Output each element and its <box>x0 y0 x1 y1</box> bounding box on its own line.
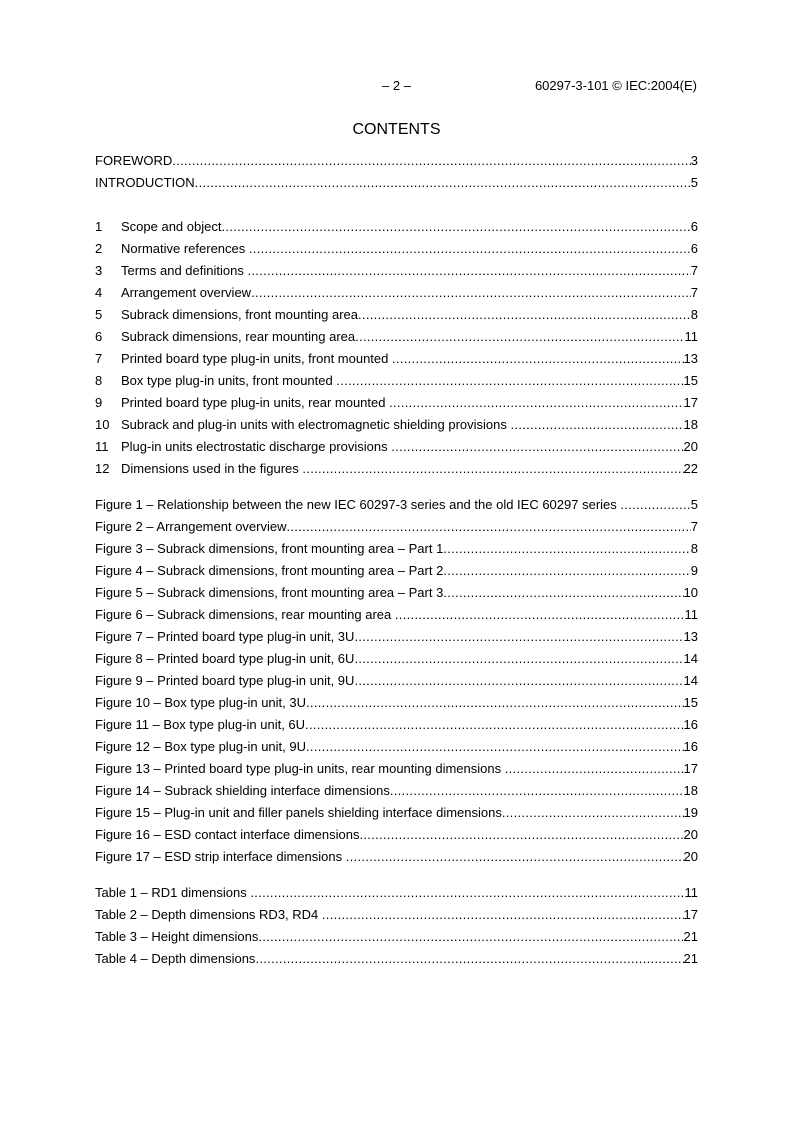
dot-leader <box>355 326 684 348</box>
entry-page-number: 3 <box>690 153 698 168</box>
entry-page-number: 13 <box>683 629 698 644</box>
entry-page-number: 7 <box>690 519 698 534</box>
dot-leader <box>258 926 683 948</box>
entry-title: Plug-in units electrostatic discharge provisions <box>121 439 392 454</box>
entry-page-number: 9 <box>690 563 698 578</box>
dot-leader <box>247 260 690 282</box>
toc-entry[interactable] <box>95 560 698 582</box>
toc-entry[interactable] <box>95 582 698 604</box>
document-reference: 60297-3-101 © IEC:2004(E) <box>534 78 697 93</box>
dot-leader <box>395 604 685 626</box>
entry-page-number: 5 <box>690 175 698 190</box>
dot-leader <box>502 802 684 824</box>
page-number: – 2 – <box>382 78 411 93</box>
entry-title: Figure 2 – Arrangement overview <box>95 519 287 534</box>
toc-entry[interactable] <box>95 802 698 824</box>
entry-page-number: 15 <box>683 373 698 388</box>
dot-leader <box>443 582 683 604</box>
toc-entry[interactable] <box>95 538 698 560</box>
dot-leader <box>305 714 683 736</box>
entry-page-number: 21 <box>683 929 698 944</box>
toc-entry[interactable] <box>95 326 698 348</box>
toc-entry[interactable] <box>95 846 698 868</box>
dot-leader <box>392 348 684 370</box>
entry-number: 6 <box>95 329 103 344</box>
toc-figures <box>95 494 698 868</box>
entry-number: 7 <box>95 351 103 366</box>
toc-entry[interactable] <box>95 714 698 736</box>
entry-page-number: 20 <box>683 827 698 842</box>
dot-leader <box>354 670 683 692</box>
entry-title: Subrack dimensions, front mounting area <box>121 307 359 322</box>
dot-leader <box>443 538 690 560</box>
entry-number: 9 <box>95 395 103 410</box>
entry-title: Arrangement overview <box>121 285 252 300</box>
entry-title: Figure 11 – Box type plug-in unit, 6U <box>95 717 306 732</box>
entry-title: Subrack dimensions, rear mounting area <box>121 329 356 344</box>
entry-number: 12 <box>95 461 110 476</box>
toc-entry[interactable] <box>95 370 698 392</box>
toc-entry[interactable] <box>95 626 698 648</box>
toc-entry[interactable] <box>95 648 698 670</box>
dot-leader <box>306 692 684 714</box>
entry-title: Figure 8 – Printed board type plug-in unit, 6U <box>95 651 355 666</box>
dot-leader <box>443 560 690 582</box>
toc-entry[interactable] <box>95 882 698 904</box>
entry-number: 5 <box>95 307 103 322</box>
toc-entry[interactable] <box>95 172 698 194</box>
entry-page-number: 7 <box>690 285 698 300</box>
toc-entry[interactable] <box>95 150 698 172</box>
entry-number: 3 <box>95 263 103 278</box>
entry-title: Figure 14 – Subrack shielding interface dimensions <box>95 783 390 798</box>
entry-page-number: 5 <box>690 497 698 512</box>
entry-title: Figure 13 – Printed board type plug-in units, rear mounting dimensions <box>95 761 505 776</box>
dot-leader <box>390 780 684 802</box>
toc-entry[interactable] <box>95 926 698 948</box>
entry-page-number: 15 <box>683 695 698 710</box>
dot-leader <box>389 392 683 414</box>
entry-title: Normative references <box>121 241 249 256</box>
entry-title: Printed board type plug-in units, rear mounted <box>121 395 390 410</box>
entry-title: Figure 16 – ESD contact interface dimensions <box>95 827 360 842</box>
toc-entry[interactable] <box>95 436 698 458</box>
toc-entry[interactable] <box>95 414 698 436</box>
entry-title: Figure 7 – Printed board type plug-in unit, 3U <box>95 629 355 644</box>
toc-entry[interactable] <box>95 282 698 304</box>
entry-title: Figure 3 – Subrack dimensions, front mounting area – Part 1 <box>95 541 444 556</box>
dot-leader <box>354 648 683 670</box>
contents-heading: CONTENTS <box>352 121 441 138</box>
entry-number: 10 <box>95 417 110 432</box>
entry-page-number: 11 <box>684 329 698 344</box>
entry-page-number: 6 <box>690 219 698 234</box>
entry-title: Figure 4 – Subrack dimensions, front mounting area – Part 2 <box>95 563 444 578</box>
dot-leader <box>511 414 684 436</box>
entry-page-number: 7 <box>690 263 698 278</box>
toc-entry[interactable] <box>95 780 698 802</box>
entry-page-number: 13 <box>683 351 698 366</box>
entry-page-number: 22 <box>683 461 698 476</box>
dot-leader <box>286 516 690 538</box>
entry-page-number: 11 <box>684 607 698 622</box>
entry-title: Terms and definitions <box>121 263 248 278</box>
dot-leader <box>251 282 691 304</box>
entry-number: 11 <box>95 439 109 454</box>
entry-title: Table 1 – RD1 dimensions <box>95 885 251 900</box>
entry-page-number: 16 <box>683 717 698 732</box>
toc-clauses <box>95 216 698 480</box>
entry-title: Figure 5 – Subrack dimensions, front mounting area – Part 3 <box>95 585 444 600</box>
entry-page-number: 20 <box>683 439 698 454</box>
toc-entry[interactable] <box>95 948 698 970</box>
entry-title: Table 2 – Depth dimensions RD3, RD4 <box>95 907 322 922</box>
entry-page-number: 17 <box>683 761 698 776</box>
entry-title: Subrack and plug-in units with electromagnetic shielding provisions <box>121 417 511 432</box>
entry-page-number: 21 <box>683 951 698 966</box>
toc-tables <box>95 882 698 970</box>
entry-number: 4 <box>95 285 103 300</box>
toc-entry[interactable] <box>95 604 698 626</box>
toc-entry[interactable] <box>95 824 698 846</box>
entry-page-number: 17 <box>683 395 698 410</box>
dot-leader <box>250 882 684 904</box>
entry-title: Figure 17 – ESD strip interface dimensions <box>95 849 346 864</box>
entry-number: 8 <box>95 373 103 388</box>
entry-title: Figure 1 – Relationship between the new IEC 60297-3 series and the old IEC 60297 series <box>95 497 621 512</box>
toc-entry[interactable] <box>95 392 698 414</box>
entry-page-number: 17 <box>683 907 698 922</box>
toc-entry[interactable] <box>95 260 698 282</box>
entry-title: Box type plug-in units, front mounted <box>121 373 337 388</box>
entry-title: Figure 12 – Box type plug-in unit, 9U <box>95 739 307 754</box>
entry-page-number: 6 <box>690 241 698 256</box>
entry-title: Figure 15 – Plug-in unit and filler panels shielding interface dimensions <box>95 805 502 820</box>
entry-title: Table 4 – Depth dimensions <box>95 951 256 966</box>
toc-front-matter <box>95 150 698 194</box>
dot-leader <box>302 458 683 480</box>
entry-title: Figure 10 – Box type plug-in unit, 3U <box>95 695 307 710</box>
toc-entry[interactable] <box>95 736 698 758</box>
entry-title: Figure 9 – Printed board type plug-in unit, 9U <box>95 673 355 688</box>
dot-leader <box>306 736 684 758</box>
toc-entry[interactable] <box>95 348 698 370</box>
toc-entry[interactable] <box>95 670 698 692</box>
entry-page-number: 14 <box>683 651 698 666</box>
dot-leader <box>322 904 684 926</box>
entry-page-number: 8 <box>690 541 698 556</box>
entry-title: Figure 6 – Subrack dimensions, rear mounting area <box>95 607 395 622</box>
dot-leader <box>359 824 683 846</box>
entry-title: Printed board type plug-in units, front mounted <box>121 351 392 366</box>
toc-entry[interactable] <box>95 304 698 326</box>
entry-page-number: 18 <box>683 783 698 798</box>
toc-entry[interactable] <box>95 494 698 516</box>
toc-entry[interactable] <box>95 238 698 260</box>
toc-entry[interactable] <box>95 692 698 714</box>
entry-page-number: 16 <box>683 739 698 754</box>
entry-number: 2 <box>95 241 103 256</box>
dot-leader <box>358 304 691 326</box>
entry-page-number: 11 <box>684 885 698 900</box>
entry-title: Table 3 – Height dimensions <box>95 929 259 944</box>
dot-leader <box>391 436 683 458</box>
entry-title: Dimensions used in the figures <box>121 461 303 476</box>
dot-leader <box>195 172 691 194</box>
toc-entry[interactable] <box>95 516 698 538</box>
toc-entry[interactable] <box>95 458 698 480</box>
toc-entry[interactable] <box>95 904 698 926</box>
dot-leader <box>346 846 684 868</box>
entry-page-number: 14 <box>683 673 698 688</box>
dot-leader <box>221 216 690 238</box>
dot-leader <box>249 238 691 260</box>
entry-page-number: 10 <box>683 585 698 600</box>
dot-leader <box>505 758 684 780</box>
dot-leader <box>172 150 690 172</box>
dot-leader <box>336 370 683 392</box>
dot-leader <box>255 948 683 970</box>
entry-page-number: 18 <box>683 417 698 432</box>
dot-leader <box>354 626 683 648</box>
dot-leader <box>620 494 690 516</box>
toc-entry[interactable] <box>95 216 698 238</box>
entry-page-number: 19 <box>683 805 698 820</box>
toc-entry[interactable] <box>95 758 698 780</box>
entry-title: FOREWORD <box>95 153 173 168</box>
entry-title: INTRODUCTION <box>95 175 195 190</box>
entry-page-number: 8 <box>690 307 698 322</box>
entry-page-number: 20 <box>683 849 698 864</box>
entry-title: Scope and object <box>121 219 222 234</box>
entry-number: 1 <box>95 219 103 234</box>
